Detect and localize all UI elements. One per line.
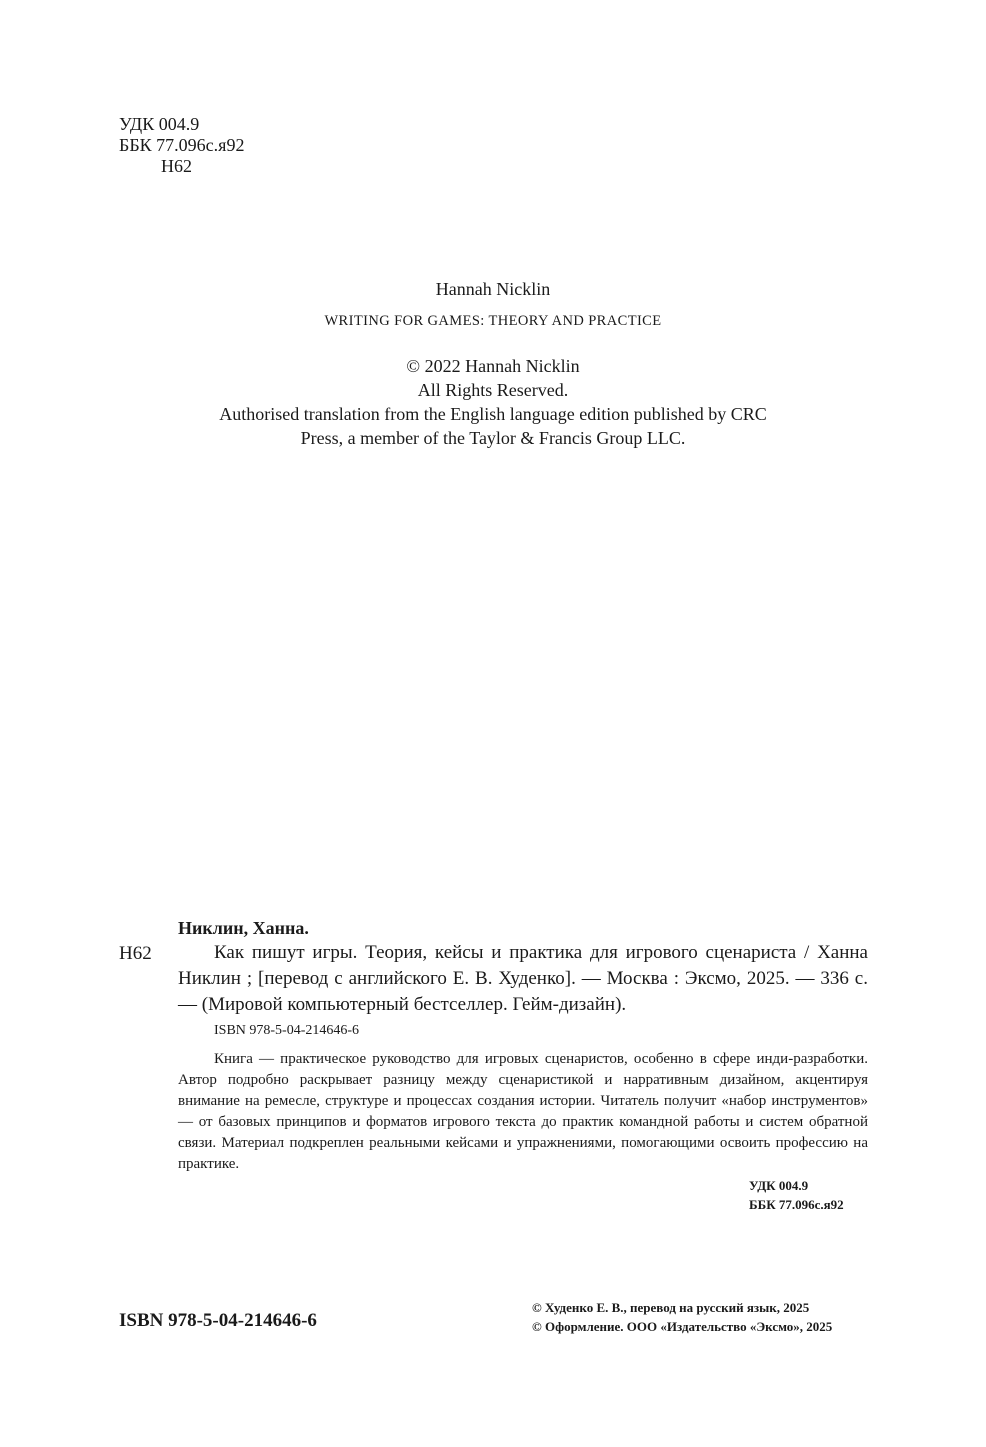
rights-line: Press, a member of the Taylor & Francis Group LLC. <box>300 428 686 448</box>
rights-block <box>0 354 986 450</box>
rights-line: Authorised translation from the English language edition published by CRC <box>219 404 767 424</box>
original-author: Hannah Nicklin <box>435 279 551 299</box>
rights-line: All Rights Reserved. <box>417 380 569 400</box>
catalog-description: Как пишут игры. Теория, кейсы и практика для игрового сценариста / Ханна Никлин ; [перевод с английского Е. В. Худенко]. — Москва : Эксмо, 2025. — 336 с. — (Мировой компьютерный бестселлер. Гейм-дизайн). <box>178 942 868 1015</box>
bbk-code: ББК 77.096с.я92 <box>119 135 245 155</box>
classification-block <box>119 114 244 177</box>
original-title: WRITING FOR GAMES: THEORY AND PRACTICE <box>324 313 662 329</box>
catalog-author: Никлин, Ханна. <box>178 918 309 938</box>
footer-isbn: ISBN 978-5-04-214646-6 <box>119 1310 317 1331</box>
catalog-author-mark: Н62 <box>119 943 152 964</box>
author-mark: Н62 <box>161 156 192 176</box>
catalog-bbk: ББК 77.096с.я92 <box>749 1197 844 1212</box>
catalog-classification <box>749 1176 844 1214</box>
copyright-design: © Оформление. ООО «Издательство «Эксмо», 2025 <box>532 1319 833 1334</box>
rights-line: © 2022 Hannah Nicklin <box>406 356 580 376</box>
annotation: Книга — практическое руководство для игровых сценаристов, особенно в сфере инди-разработки. Автор подробно раскрывает разницу между сценаристикой и нарративным дизайном, акцентируя внимание на ремесле, структуре и процессах создания истории. Читатель получит «набор инструментов» — от базовых принципов и форматов игрового текста до практик командной работы и систем обратной связи. Материал подкреплен реальными кейсами и упражнениями, помогающими освоить профессию на практике. <box>178 1051 868 1172</box>
footer-copyrights <box>532 1298 832 1336</box>
catalog-isbn: ISBN 978-5-04-214646-6 <box>214 1023 360 1038</box>
copyright-translation: © Худенко Е. В., перевод на русский язык, 2025 <box>532 1300 810 1315</box>
udk-code: УДК 004.9 <box>119 114 200 134</box>
catalog-udk: УДК 004.9 <box>749 1178 809 1193</box>
